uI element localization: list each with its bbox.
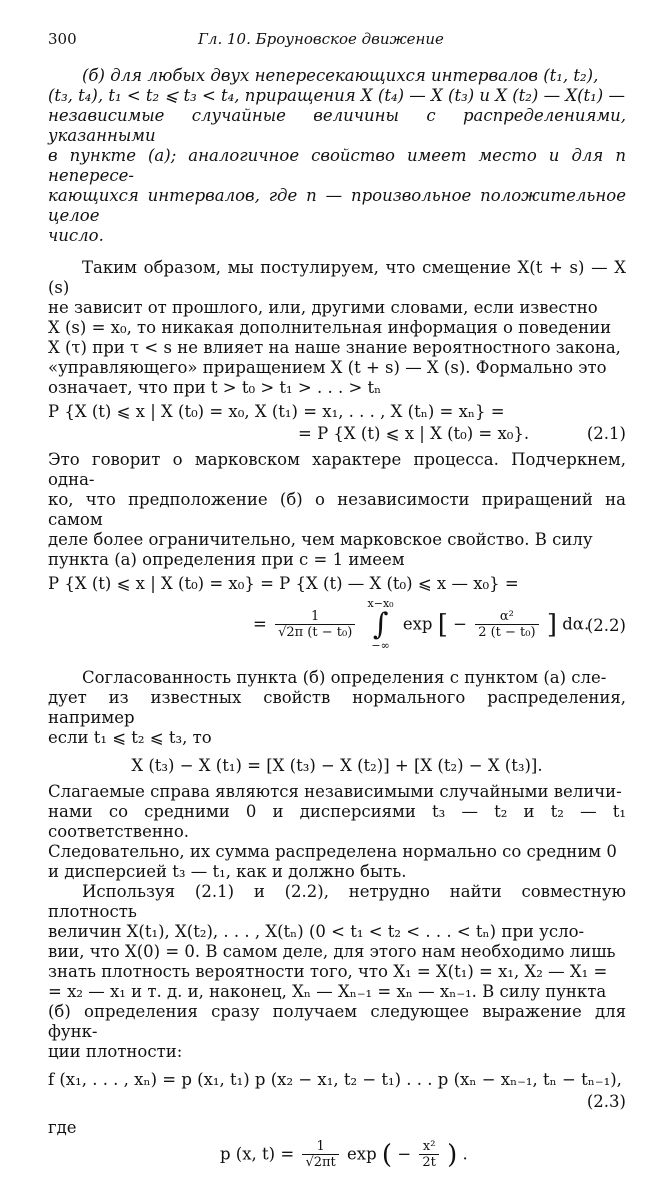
text-line: X (s) = x₀, то никакая дополнительная информация о поведении <box>48 318 612 337</box>
minus-sign: − <box>453 614 467 634</box>
text-line: дует из известных свойств нормального распределения, например <box>48 688 626 727</box>
text-line: = x₂ — x₁ и т. д. и, наконец, Xₙ — Xₙ₋₁ = xₙ — xₙ₋₁. В силу пункта <box>48 982 607 1001</box>
equation-2-3 <box>48 1070 626 1114</box>
equation-number: (2.2) <box>586 616 626 635</box>
running-title: Гл. 10. Броуновское движение <box>198 30 444 48</box>
text-line: если t₁ ⩽ t₂ ⩽ t₃, то <box>48 728 212 747</box>
equation-line: = P {X (t) ⩽ x | X (t₀) = x₀}. <box>298 424 530 443</box>
paragraph-postulate <box>48 258 626 398</box>
exp-function: exp <box>347 1144 377 1164</box>
text-line: нами со средними 0 и дисперсиями t₃ — t₂ и t₂ — t₁ соответственно. <box>48 802 626 841</box>
text-line: (б) определения сразу получаем следующее выражение для функ- <box>48 1002 626 1041</box>
equation-line: P {X (t) ⩽ x | X (t₀) = x₀, X (t₁) = x₁, . . . , X (tₙ) = xₙ} = <box>48 402 505 421</box>
left-paren: ( <box>381 1140 393 1170</box>
book-page <box>48 30 626 1188</box>
exp-function: exp <box>402 614 433 634</box>
equation-number: (2.1) <box>586 424 626 443</box>
integral-lower-limit: −∞ <box>371 639 390 652</box>
text-line: деле более ограничительно, чем марковское свойство. В силу <box>48 530 593 549</box>
fraction-numerator: α² <box>475 610 538 625</box>
text-line: Слагаемые справа являются независимыми случайными величи- <box>48 782 622 801</box>
integral-upper-limit: x−x₀ <box>367 597 394 610</box>
equation-rhs <box>253 598 589 652</box>
equation-sum <box>48 756 626 776</box>
text-line: и дисперсией t₃ — t₁, как и должно быть. <box>48 862 407 881</box>
paragraph-terms <box>48 782 626 882</box>
integral <box>368 598 394 652</box>
fraction <box>302 1140 338 1170</box>
text-line: ции плотности: <box>48 1042 183 1061</box>
equation-number: (2.3) <box>586 1092 626 1111</box>
text-line: не зависит от прошлого, или, другими словами, если известно <box>48 298 598 317</box>
fraction-numerator: x² <box>419 1140 439 1155</box>
text-line: кающихся интервалов, где n — произвольное положительное целое <box>48 186 626 225</box>
text-line: величин X(t₁), X(t₂), . . . , X(tₙ) (0 < t₁ < t₂ < . . . < tₙ) при усло- <box>48 922 585 941</box>
text-line: X (τ) при τ < s не влияет на наше знание вероятностного закона, <box>48 338 621 357</box>
equals-sign: = <box>253 614 267 634</box>
differential: dα. <box>562 614 590 634</box>
fraction-denominator: √2πt <box>305 1155 336 1170</box>
fraction <box>275 610 355 640</box>
page-header <box>48 30 626 52</box>
fraction-numerator: 1 <box>275 610 355 625</box>
left-bracket: [ <box>437 610 448 640</box>
right-paren: ) <box>447 1140 458 1170</box>
minus-sign: − <box>397 1144 412 1164</box>
text-line: пункта (а) определения при c = 1 имеем <box>48 550 405 569</box>
fraction-denominator: 2t <box>422 1155 436 1170</box>
text-line: Таким образом, мы постулируем, что смещение X(t + s) — X (s) <box>48 258 626 297</box>
text-line: вии, что X(0) = 0. В самом деле, для этого нам необходимо лишь <box>48 942 616 961</box>
text-line: Следовательно, их сумма распределена нормально со средним 0 <box>48 842 617 861</box>
fraction-denominator: √2π (t − t₀) <box>278 625 353 640</box>
text-line: знать плотность вероятности того, что X₁ = X(t₁) = x₁, X₂ — X₁ = <box>48 962 608 981</box>
definition-item-b <box>48 66 626 246</box>
paragraph-density <box>48 882 626 1062</box>
text-line: означает, что при t > t₀ > t₁ > . . . > tₙ <box>48 378 382 397</box>
text-line: «управляющего» приращением X (t + s) — X (s). Формально это <box>48 358 607 377</box>
paragraph-markov <box>48 450 626 570</box>
fraction <box>475 610 538 640</box>
text-line: Используя (2.1) и (2.2), нетрудно найти совместную плотность <box>48 882 626 921</box>
equation-density-p <box>48 1138 626 1188</box>
text-line: Это говорит о марковском характере процесса. Подчеркнем, одна- <box>48 450 626 489</box>
equation-line: X (t₃) − X (t₁) = [X (t₃) − X (t₂)] + [X (t₂) − X (t₃)]. <box>131 756 543 775</box>
text-line: число. <box>48 226 104 245</box>
fraction <box>419 1140 439 1170</box>
text-line: в пункте (а); аналогичное свойство имеет место и для n непересе- <box>48 146 626 185</box>
text-line: Согласованность пункта (б) определения с пунктом (а) сле- <box>82 668 607 687</box>
period: . <box>462 1144 468 1164</box>
equation-2-1 <box>48 402 626 446</box>
text-line: ко, что предположение (б) о независимости приращений на самом <box>48 490 626 529</box>
equation-line: f (x₁, . . . , xₙ) = p (x₁, t₁) p (x₂ − x₁, t₂ − t₁) . . . p (xₙ − xₙ₋₁, tₙ − tₙ₋₁), <box>48 1070 622 1089</box>
text-line: (t₃, t₄), t₁ < t₂ ⩽ t₃ < t₄, приращения X (t₄) — X (t₃) и X (t₂) — X(t₁) — <box>48 86 625 105</box>
paragraph-consistency <box>48 668 626 748</box>
right-bracket: ] <box>546 610 557 640</box>
text-line: (б) для любых двух непересекающихся интервалов (t₁, t₂), <box>82 66 599 85</box>
equation-lhs: p (x, t) = <box>220 1144 295 1164</box>
fraction-numerator: 1 <box>302 1140 338 1155</box>
where-label: где <box>48 1118 77 1137</box>
equation-line: P {X (t) ⩽ x | X (t₀) = x₀} = P {X (t) — X (t₀) ⩽ x — x₀} = <box>48 574 519 593</box>
page-number: 300 <box>48 30 77 48</box>
fraction-denominator: 2 (t − t₀) <box>478 625 536 640</box>
equation-2-2 <box>48 574 626 658</box>
text-line: независимые случайные величины с распределениями, указанными <box>48 106 626 145</box>
integral-sign: ∫ <box>372 607 389 642</box>
